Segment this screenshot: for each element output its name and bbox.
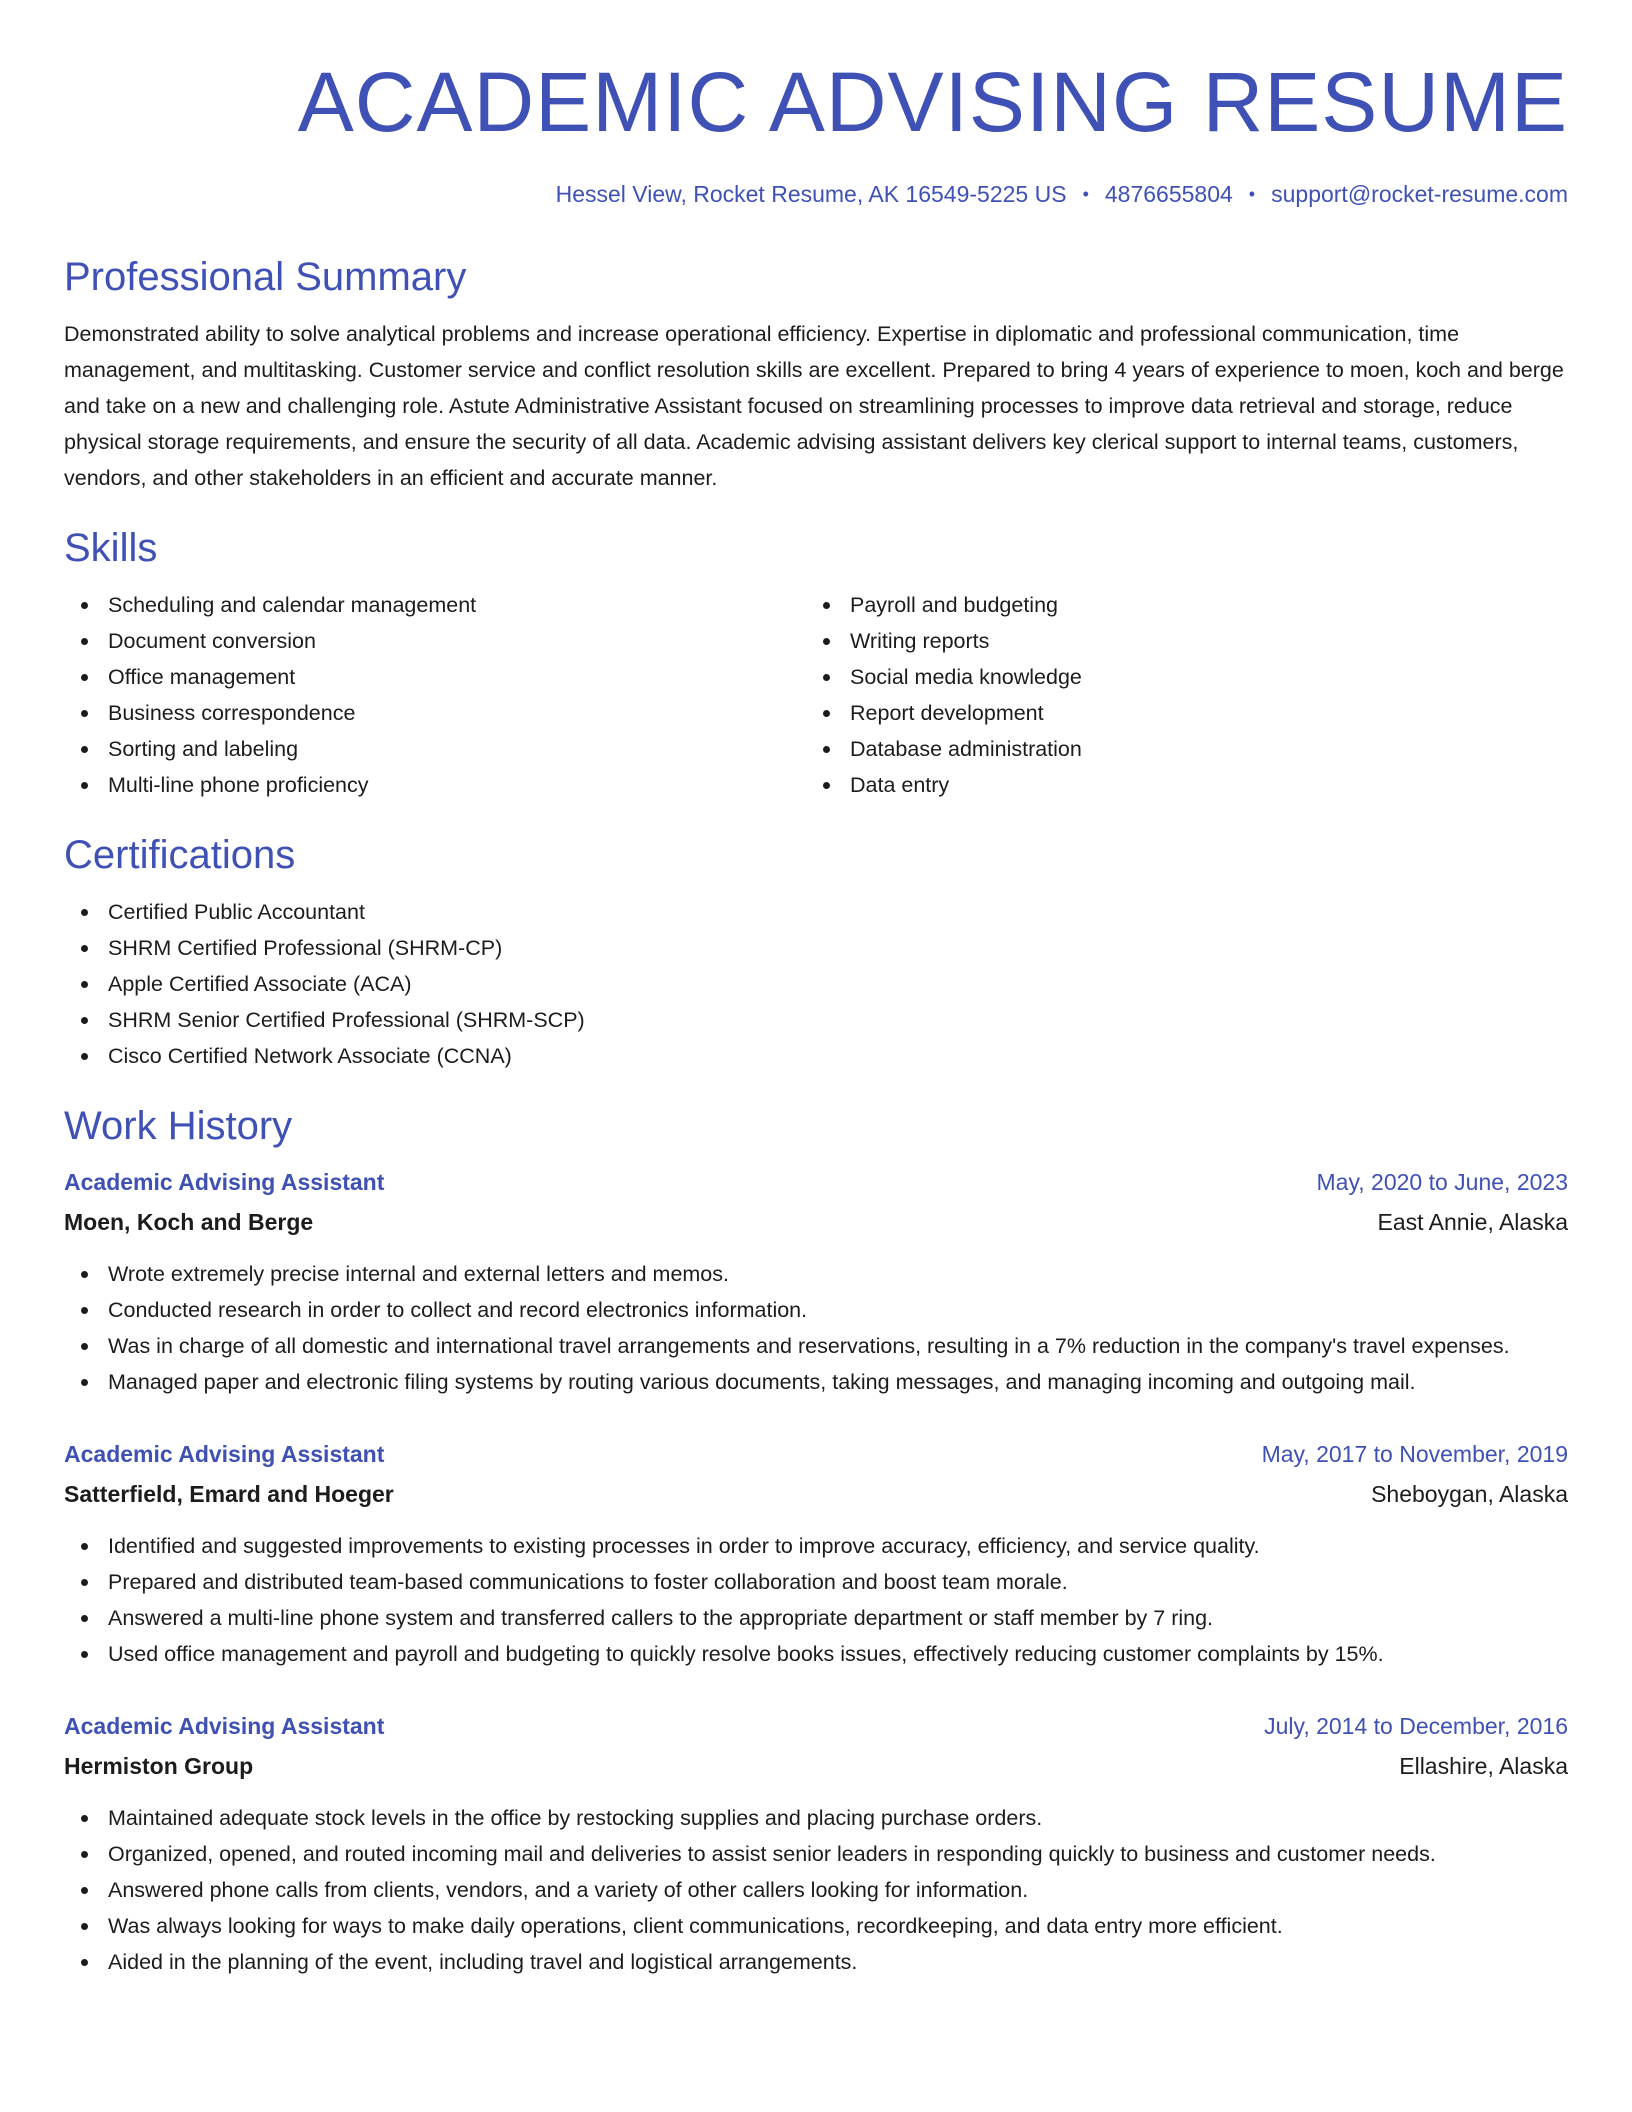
list-item: Payroll and budgeting bbox=[850, 587, 1548, 623]
list-item: Sorting and labeling bbox=[108, 731, 806, 767]
job-duties-list bbox=[64, 1528, 1568, 1672]
list-item: Conducted research in order to collect and record electronics information. bbox=[108, 1292, 1568, 1328]
list-item: Aided in the planning of the event, including travel and logistical arrangements. bbox=[108, 1944, 1568, 1980]
list-item: Business correspondence bbox=[108, 695, 806, 731]
list-item: Database administration bbox=[850, 731, 1548, 767]
contact-address: Hessel View, Rocket Resume, AK 16549-5225 US bbox=[555, 181, 1067, 207]
list-item: Maintained adequate stock levels in the office by restocking supplies and placing purchase orders. bbox=[108, 1800, 1568, 1836]
job-header bbox=[64, 1438, 1568, 1470]
list-item: Answered a multi-line phone system and transferred callers to the appropriate department or staff member by 7 ring. bbox=[108, 1600, 1568, 1636]
work-history-section bbox=[64, 1102, 1568, 1980]
list-item: Office management bbox=[108, 659, 806, 695]
skills-column-left bbox=[64, 587, 806, 803]
job-header bbox=[64, 1166, 1568, 1198]
job-entry bbox=[64, 1166, 1568, 1400]
list-item: Scheduling and calendar management bbox=[108, 587, 806, 623]
list-item: Identified and suggested improvements to existing processes in order to improve accuracy, efficiency, and service quality. bbox=[108, 1528, 1568, 1564]
list-item: Wrote extremely precise internal and external letters and memos. bbox=[108, 1256, 1568, 1292]
list-item: Was always looking for ways to make daily operations, client communications, recordkeeping, and data entry more efficient. bbox=[108, 1908, 1568, 1944]
resume-page bbox=[64, 0, 1568, 1980]
job-location: Sheboygan, Alaska bbox=[1371, 1481, 1568, 1507]
list-item: Certified Public Accountant bbox=[108, 894, 1568, 930]
job-dates: May, 2017 to November, 2019 bbox=[1261, 1441, 1568, 1467]
list-item: SHRM Senior Certified Professional (SHRM-SCP) bbox=[108, 1002, 1568, 1038]
certifications-list bbox=[64, 894, 1568, 1074]
job-location: East Annie, Alaska bbox=[1377, 1209, 1568, 1235]
section-heading: Professional Summary bbox=[64, 255, 467, 299]
job-subheader bbox=[64, 1750, 1568, 1782]
list-item: Data entry bbox=[850, 767, 1548, 803]
list-item: Prepared and distributed team-based communications to foster collaboration and boost team morale. bbox=[108, 1564, 1568, 1600]
professional-summary-section bbox=[64, 253, 1568, 496]
skills-list bbox=[806, 587, 1548, 803]
list-item: Apple Certified Associate (ACA) bbox=[108, 966, 1568, 1002]
contact-separator: • bbox=[1082, 184, 1089, 204]
section-heading: Skills bbox=[64, 526, 158, 570]
job-dates: May, 2020 to June, 2023 bbox=[1316, 1169, 1568, 1195]
contact-line bbox=[64, 179, 1568, 211]
list-item: Social media knowledge bbox=[850, 659, 1548, 695]
list-item: Used office management and payroll and budgeting to quickly resolve books issues, effectively reducing customer complaints by 15%. bbox=[108, 1636, 1568, 1672]
job-subheader bbox=[64, 1206, 1568, 1238]
job-duties-list bbox=[64, 1256, 1568, 1400]
list-item: Was in charge of all domestic and international travel arrangements and reservations, resulting in a 7% reduction in the company's travel expenses. bbox=[108, 1328, 1568, 1364]
list-item: Organized, opened, and routed incoming mail and deliveries to assist senior leaders in responding quickly to business and customer needs. bbox=[108, 1836, 1568, 1872]
resume-header bbox=[64, 0, 1568, 211]
contact-separator: • bbox=[1248, 184, 1256, 204]
contact-email[interactable]: support@rocket-resume.com bbox=[1271, 181, 1568, 207]
job-location: Ellashire, Alaska bbox=[1399, 1753, 1568, 1779]
list-item: SHRM Certified Professional (SHRM-CP) bbox=[108, 930, 1568, 966]
job-title: Academic Advising Assistant bbox=[64, 1169, 385, 1195]
certifications-section bbox=[64, 831, 1568, 1074]
skills-list bbox=[64, 587, 806, 803]
job-duties-list bbox=[64, 1800, 1568, 1980]
skills-column-right bbox=[806, 587, 1548, 803]
job-title: Academic Advising Assistant bbox=[64, 1713, 385, 1739]
job-company: Satterfield, Emard and Hoeger bbox=[64, 1481, 394, 1507]
section-heading: Work History bbox=[64, 1104, 293, 1148]
resume-title: ACADEMIC ADVISING RESUME bbox=[297, 55, 1568, 149]
list-item: Cisco Certified Network Associate (CCNA) bbox=[108, 1038, 1568, 1074]
summary-text: Demonstrated ability to solve analytical problems and increase operational efficiency. Expertise in diplomatic and professional communication, time management, and multitasking. Customer service and conflict resolution skills are excellent. Prepared to bring 4 years of experience to moen, koch and berge and take on a new and challenging role. Astute Administrative Assistant focused on streamlining processes to improve data retrieval and storage, reduce physical storage requirements, and ensure the security of all data. Academic advising assistant delivers key clerical support to internal teams, customers, vendors, and other stakeholders in an efficient and accurate manner. bbox=[64, 322, 1564, 490]
list-item: Managed paper and electronic filing systems by routing various documents, taking messages, and managing incoming and outgoing mail. bbox=[108, 1364, 1568, 1400]
job-entry bbox=[64, 1438, 1568, 1672]
skills-columns bbox=[64, 587, 1568, 803]
skills-section bbox=[64, 524, 1568, 803]
job-entry bbox=[64, 1710, 1568, 1980]
job-company: Hermiston Group bbox=[64, 1753, 254, 1779]
contact-phone[interactable]: 4876655804 bbox=[1104, 181, 1233, 207]
list-item: Writing reports bbox=[850, 623, 1548, 659]
section-heading: Certifications bbox=[64, 833, 296, 877]
list-item: Multi-line phone proficiency bbox=[108, 767, 806, 803]
list-item: Answered phone calls from clients, vendors, and a variety of other callers looking for information. bbox=[108, 1872, 1568, 1908]
job-title: Academic Advising Assistant bbox=[64, 1441, 385, 1467]
job-header bbox=[64, 1710, 1568, 1742]
job-company: Moen, Koch and Berge bbox=[64, 1209, 314, 1235]
job-dates: July, 2014 to December, 2016 bbox=[1264, 1713, 1568, 1739]
job-subheader bbox=[64, 1478, 1568, 1510]
list-item: Document conversion bbox=[108, 623, 806, 659]
list-item: Report development bbox=[850, 695, 1548, 731]
